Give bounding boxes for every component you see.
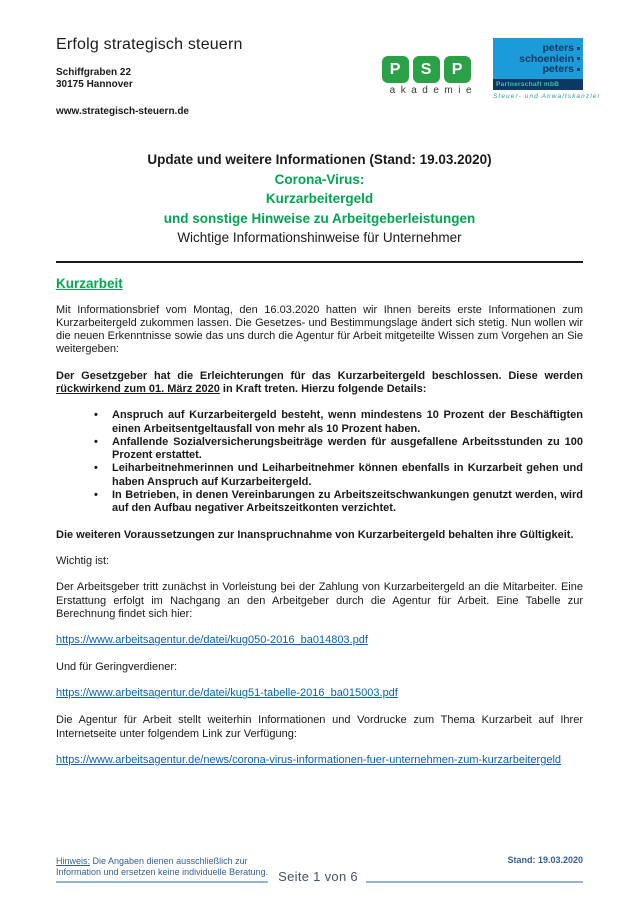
logo-group (382, 42, 601, 100)
title-line-update: Update und weitere Informationen (Stand: 19.03.2020) (147, 152, 492, 167)
peters-logo-box (493, 38, 583, 90)
agency-info-paragraph: Die Agentur für Arbeit stellt weiterhin Informationen und Vordrucke zum Thema Kurzarbeit auf Ihrer Internetseite unter folgendem Link zur Verfügung: (56, 714, 583, 740)
bullet-marker: • (94, 435, 98, 448)
bullet-text: In Betrieben, in denen Vereinbarungen zu Arbeitszeitschwankungen genutzt werden, wird auf den Aufbau negativer Arbeitszeitkonten verzichtet. (112, 489, 583, 515)
address-street: Schiffgraben 22 (56, 67, 132, 78)
address-city: 30175 Hannover (56, 79, 133, 90)
bullet-item (56, 462, 583, 489)
company-address (56, 67, 243, 91)
bullet-text: Anfallende Sozialversicherungsbeiträge werden für ausgefallene Arbeitsstunden zu 100 Prozent erstattet. (112, 435, 583, 462)
psp-letter-icon: P (444, 56, 471, 83)
bullet-item (56, 489, 583, 516)
company-website: www.strategisch-steuern.de (56, 106, 189, 117)
disclaimer-line1: Die Angaben dienen ausschließlich zur (90, 856, 248, 866)
bullet-text: Anspruch auf Kurzarbeitergeld besteht, wenn mindestens 10 Prozent der Beschäftigten einen Arbeitsentgeltausfall von mehr als 10 Prozent haben. (112, 409, 583, 435)
peters-wordmark: peters (542, 63, 574, 75)
important-label: Wichtig ist: (56, 554, 110, 567)
low-earners-label: Und für Geringverdiener: (56, 661, 178, 674)
bullet-marker: • (94, 489, 98, 502)
intro-paragraph: Mit Informationsbrief vom Montag, den 16.03.2020 hatten wir Ihnen bereits erste Informationen zum Kurzarbeitergeld zukommen lassen. Die Gesetzes- und Bestimmungslage ändert sich stetig. Nun wollen wir die neuen Erkenntnisse sowie das uns durch die Agentur für Arbeit mitgeteilte Wissen zum Vorgehen an Sie weitergeben: (56, 303, 583, 356)
title-line-hinweise: und sonstige Hinweise zu Arbeitgeberleistungen (163, 210, 476, 226)
square-dot-icon (577, 68, 580, 71)
validity-paragraph: Die weiteren Voraussetzungen zur Inanspruchnahme von Kurzarbeitergeld behalten ihre Gültigkeit. (56, 528, 574, 541)
partnerschaft-bar: Partnerschaft mbB (493, 79, 583, 90)
kurzarbeit-section (56, 263, 583, 769)
bullet-marker: • (94, 462, 98, 475)
schoenlein-wordmark: schoenlein (519, 52, 574, 65)
letterhead (56, 36, 601, 117)
details-bullet-list (56, 409, 583, 515)
kug-low-earners-table-link[interactable]: https://www.arbeitsagentur.de/datei/kug51-tabelle-2016_ba015003.pdf (56, 687, 398, 700)
psp-akademie-label: akademie (389, 85, 477, 96)
peters-schoenlein-peters-logo (493, 38, 601, 100)
letterhead-left (56, 36, 243, 117)
details-text-after: in Kraft treten. Hierzu folgende Details: (219, 382, 427, 395)
bullet-item (56, 436, 583, 463)
kug-table-link[interactable]: https://www.arbeitsagentur.de/datei/kug050-2016_ba014803.pdf (56, 634, 368, 647)
psp-letter-icon: P (382, 56, 409, 83)
hinweis-label: Hinweis: (56, 856, 91, 866)
company-tagline: Erfolg strategisch steuern (56, 36, 243, 53)
advance-payment-paragraph: Der Arbeitsgeber tritt zunächst in Vorleistung bei der Zahlung von Kurzarbeitergeld an die Mitarbeiter. Eine Erstattung erfolgt im Nachgang an den Arbeitgeber durch die Agentur für Arbeit. Eine Tabelle zur Berechnung findet sich hier: (56, 581, 583, 620)
title-line-corona: Corona-Virus: (274, 171, 365, 187)
retroactive-date-underlined: rückwirkend zum 01. März 2020 (56, 382, 220, 395)
kanzlei-subtitle: Steuer- und Anwaltskanzlei (493, 92, 601, 100)
disclaimer-line2: Information und ersetzen keine individuelle Beratung. (56, 867, 269, 877)
title-line-kurzarbeitergeld: Kurzarbeitergeld (265, 191, 374, 206)
square-dot-icon (577, 57, 580, 60)
title-block (56, 150, 583, 248)
bullet-text: Leiharbeitnehmerinnen und Leiharbeitnehmer können ebenfalls in Kurzarbeit gehen und haben Anspruch auf Kurzarbeitergeld. (112, 462, 583, 488)
square-dot-icon (577, 47, 580, 50)
corona-info-link[interactable]: https://www.arbeitsagentur.de/news/corona-virus-informationen-fuer-unternehmen-zum-kurzarbeitergeld (56, 754, 562, 767)
psp-akademie-logo (382, 56, 477, 96)
peters-wordmark: peters (542, 42, 574, 54)
page-footer (56, 846, 583, 883)
footer-disclaimer (56, 856, 268, 883)
section-heading: Kurzarbeit (56, 275, 123, 291)
details-text-before: Der Gesetzgeber hat die Erleichterungen für das Kurzarbeitergeld beschlossen. Diese werden (56, 369, 583, 382)
bullet-item (56, 409, 583, 436)
psp-letter-squares (382, 56, 477, 83)
details-paragraph (56, 370, 583, 397)
bullet-marker: • (94, 409, 98, 422)
psp-letter-icon: S (413, 56, 440, 83)
page-indicator: Seite 1 von 6 (278, 869, 358, 884)
title-line-unternehmer: Wichtige Informationshinweise für Unternehmer (177, 230, 462, 245)
stand-date: Stand: 19.03.2020 (507, 855, 583, 865)
